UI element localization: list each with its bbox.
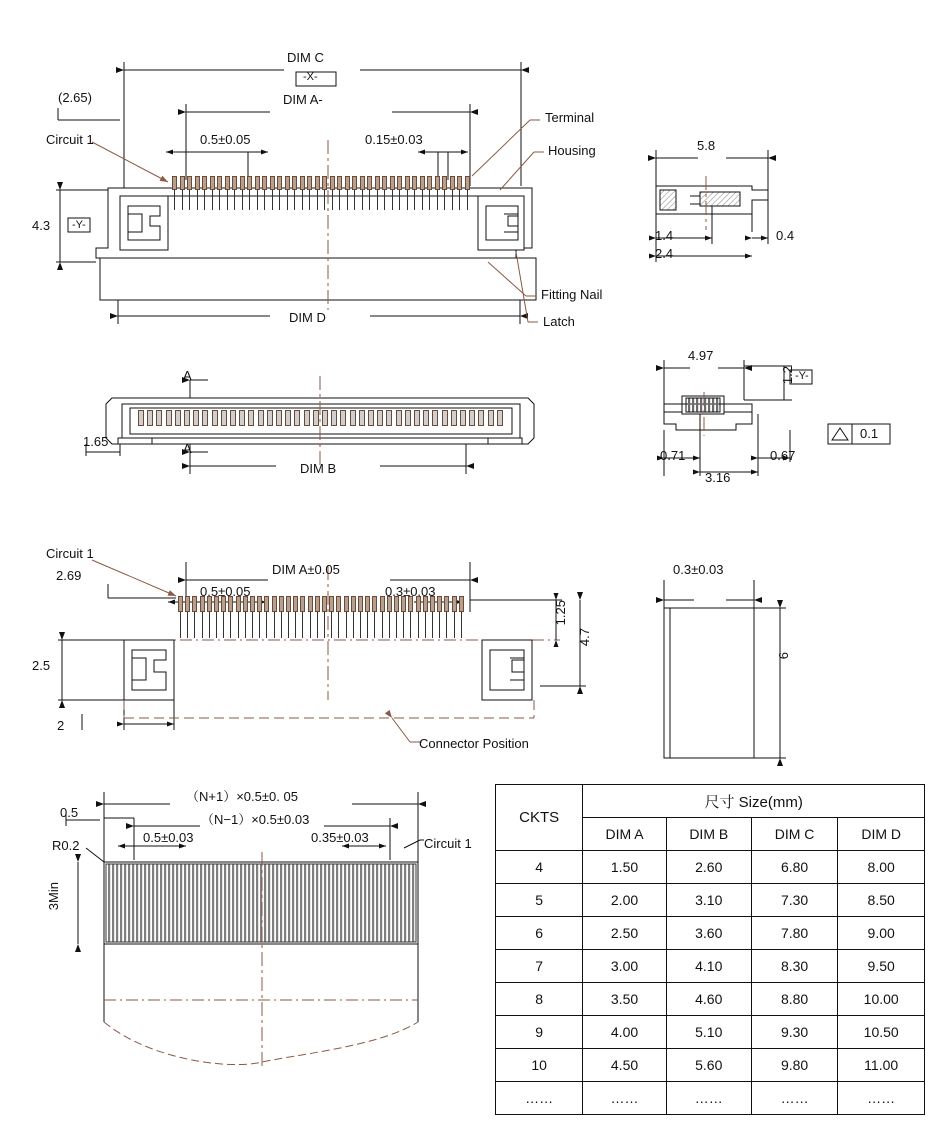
table-header-ckts: CKTS — [496, 785, 583, 851]
label-2-4: 2.4 — [655, 246, 674, 261]
table-cell-a: 3.00 — [583, 950, 666, 983]
label-n-minus-1: （N−1）×0.5±0.03 — [201, 812, 310, 827]
table-cell-c: 7.30 — [751, 884, 838, 917]
label-y-datum-2: -Y- — [795, 370, 809, 382]
label-2: 2 — [57, 718, 65, 733]
table-header-size: 尺寸 Size(mm) — [583, 785, 925, 818]
label-2-65: (2.65) — [58, 90, 92, 105]
label-1-25: 1.25 — [553, 600, 568, 626]
table-cell-b: 3.10 — [666, 884, 751, 917]
table-cell-d: 8.50 — [838, 884, 925, 917]
label-fpc-pad-width: 0.35±0.03 — [311, 830, 369, 845]
table-cell-b: 2.60 — [666, 851, 751, 884]
label-terminal: Terminal — [545, 110, 595, 125]
label-connector-position: Connector Position — [419, 736, 529, 751]
table-cell-ckts: 7 — [496, 950, 583, 983]
label-5-8: 5.8 — [697, 138, 716, 153]
label-housing: Housing — [548, 143, 596, 158]
label-1-2: 1.2 — [780, 366, 795, 385]
label-dim-d: DIM D — [289, 310, 326, 325]
table-cell-a: 4.50 — [583, 1049, 666, 1082]
table-cell-a: 1.50 — [583, 851, 666, 884]
table-header-dim-b: DIM B — [666, 818, 751, 851]
label-dim-c: DIM C — [287, 50, 324, 65]
table-row — [496, 917, 925, 950]
table-cell-d: 9.50 — [838, 950, 925, 983]
table-cell-b: 4.60 — [666, 983, 751, 1016]
table-cell-ckts: …… — [496, 1082, 583, 1115]
table-row — [496, 1082, 925, 1115]
label-3-16: 3.16 — [705, 470, 731, 485]
label-y-datum: -Y- — [72, 219, 86, 231]
table-header-dim-a: DIM A — [583, 818, 666, 851]
label-terminal-width: 0.15±0.03 — [365, 132, 423, 147]
label-section-a-top: A — [183, 368, 192, 383]
label-dim-a-tol: DIM A±0.05 — [272, 562, 340, 577]
table-cell-d: 10.50 — [838, 1016, 925, 1049]
table-cell-ckts: 4 — [496, 851, 583, 884]
table-cell-b: …… — [666, 1082, 751, 1115]
table-cell-d: 11.00 — [838, 1049, 925, 1082]
label-1-4: 1.4 — [655, 228, 674, 243]
table-cell-d: 10.00 — [838, 983, 925, 1016]
label-fpc-pitch: 0.5±0.03 — [143, 830, 194, 845]
label-4-97: 4.97 — [688, 348, 714, 363]
label-circuit-1-fpc: Circuit 1 — [424, 836, 472, 851]
pad-comb-pcb-layout — [178, 596, 464, 640]
table-cell-d: …… — [838, 1082, 925, 1115]
label-height-4-3: 4.3 — [32, 218, 51, 233]
label-dim-a: DIM A- — [283, 92, 323, 107]
table-cell-b: 5.10 — [666, 1016, 751, 1049]
table-cell-ckts: 6 — [496, 917, 583, 950]
table-cell-c: 9.80 — [751, 1049, 838, 1082]
table-cell-c: …… — [751, 1082, 838, 1115]
size-table — [495, 784, 925, 1115]
label-0-4: 0.4 — [776, 228, 795, 243]
table-cell-ckts: 5 — [496, 884, 583, 917]
label-fpc-height-6: 6 — [776, 652, 791, 660]
table-row — [496, 1016, 925, 1049]
table-row — [496, 983, 925, 1016]
table-row — [496, 950, 925, 983]
label-3-min: 3Min — [46, 882, 61, 911]
table-header-dim-d: DIM D — [838, 818, 925, 851]
table-cell-c: 7.80 — [751, 917, 838, 950]
label-pitch-top: 0.5±0.05 — [200, 132, 251, 147]
table-cell-a: 2.50 — [583, 917, 666, 950]
terminal-comb-plan-view — [138, 410, 504, 432]
table-row — [496, 1049, 925, 1082]
table-cell-d: 8.00 — [838, 851, 925, 884]
label-flatness-0-1: 0.1 — [860, 426, 879, 441]
table-cell-a: 2.00 — [583, 884, 666, 917]
table-cell-d: 9.00 — [838, 917, 925, 950]
label-fpc-thickness: 0.3±0.03 — [673, 562, 724, 577]
label-0-67: 0.67 — [770, 448, 796, 463]
label-0-5-edge: 0.5 — [60, 805, 79, 820]
label-latch: Latch — [543, 314, 575, 329]
label-2-69: 2.69 — [56, 568, 82, 583]
table-row — [496, 884, 925, 917]
label-circuit-1-top: Circuit 1 — [46, 132, 94, 147]
table-cell-a: 3.50 — [583, 983, 666, 1016]
label-r0-2: R0.2 — [52, 838, 80, 853]
label-section-a-bottom: A — [183, 441, 192, 456]
table-cell-ckts: 9 — [496, 1016, 583, 1049]
table-cell-c: 9.30 — [751, 1016, 838, 1049]
label-fitting-nail: Fitting Nail — [541, 287, 603, 302]
table-cell-a: 4.00 — [583, 1016, 666, 1049]
table-cell-a: …… — [583, 1082, 666, 1115]
table-cell-b: 3.60 — [666, 917, 751, 950]
label-4-7: 4.7 — [577, 628, 592, 647]
label-dim-b: DIM B — [300, 461, 337, 476]
table-cell-ckts: 8 — [496, 983, 583, 1016]
label-circuit-1-pcb: Circuit 1 — [46, 546, 94, 561]
label-x-datum: -X- — [303, 71, 318, 83]
table-cell-c: 8.30 — [751, 950, 838, 983]
table-cell-c: 6.80 — [751, 851, 838, 884]
table-row — [496, 851, 925, 884]
table-cell-ckts: 10 — [496, 1049, 583, 1082]
label-1-65: 1.65 — [83, 434, 109, 449]
table-cell-b: 5.60 — [666, 1049, 751, 1082]
label-pad-width-pcb: 0.3±0.03 — [385, 584, 436, 599]
table-header-dim-c: DIM C — [751, 818, 838, 851]
table-cell-c: 8.80 — [751, 983, 838, 1016]
label-2-5: 2.5 — [32, 658, 51, 673]
label-pitch-pcb: 0.5±0.05 — [200, 584, 251, 599]
table-cell-b: 4.10 — [666, 950, 751, 983]
terminal-comb-top-view — [172, 176, 472, 210]
label-0-71: 0.71 — [660, 448, 686, 463]
label-n-plus-1: （N+1）×0.5±0. 05 — [186, 789, 298, 804]
